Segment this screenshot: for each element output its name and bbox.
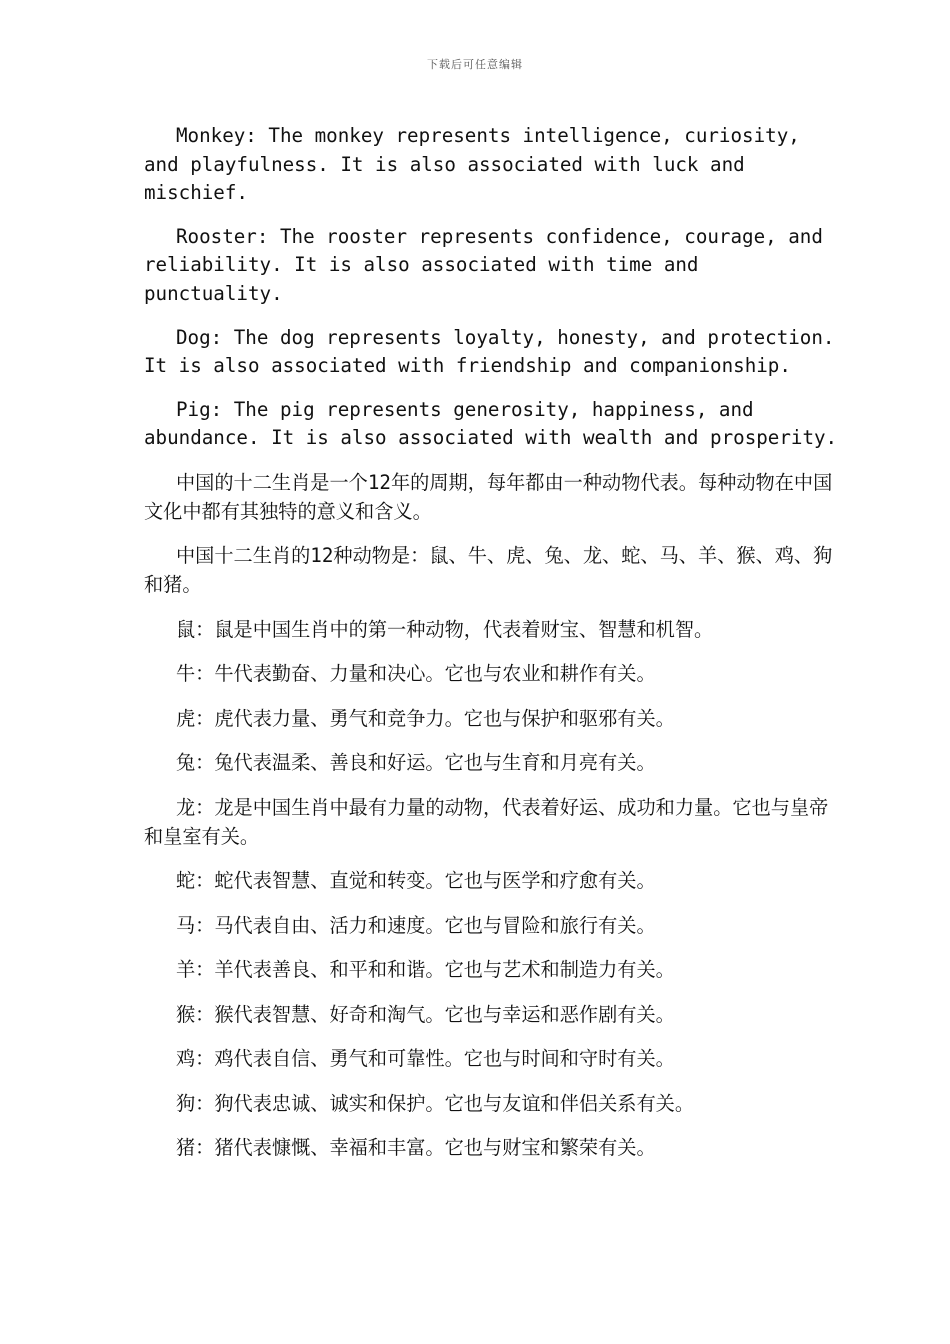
document-body [144, 122, 844, 1178]
paragraph-rooster: Rooster: The rooster represents confidence, courage, and reliability. It is also associated with time and punctuality. [144, 224, 823, 305]
paragraph-rooster-zh: 鸡：鸡代表自信、勇气和可靠性。它也与时间和守时有关。 [176, 1047, 675, 1071]
paragraph-dog-zh: 狗：狗代表忠诚、诚实和保护。它也与友谊和伴侣关系有关。 [176, 1091, 695, 1115]
paragraph-rat-zh: 鼠：鼠是中国生肖中的第一种动物，代表着财宝、智慧和机智。 [176, 617, 714, 641]
paragraph-tiger-zh: 虎：虎代表力量、勇气和竞争力。它也与保护和驱邪有关。 [176, 706, 675, 730]
paragraph-pig: Pig: The pig represents generosity, happiness, and abundance. It is also associated with wealth and prosperity. [144, 397, 838, 450]
paragraph-pig-zh: 猪：猪代表慷慨、幸福和丰富。它也与财宝和繁荣有关。 [176, 1136, 656, 1160]
paragraph-dragon-zh: 龙：龙是中国生肖中最有力量的动物，代表着好运、成功和力量。它也与皇帝和皇室有关。 [144, 795, 829, 848]
paragraph-zodiac-intro: 中国的十二生肖是一个12年的周期，每年都由一种动物代表。每种动物在中国文化中都有其独特的意义和含义。 [144, 470, 833, 523]
paragraph-monkey-zh: 猴：猴代表智慧、好奇和淘气。它也与幸运和恶作剧有关。 [176, 1002, 675, 1026]
paragraph-snake-zh: 蛇：蛇代表智慧、直觉和转变。它也与医学和疗愈有关。 [176, 869, 656, 893]
paragraph-dog: Dog: The dog represents loyalty, honesty, and protection. It is also associated with friendship and companionship. [144, 325, 835, 378]
paragraph-monkey: Monkey: The monkey represents intelligence, curiosity, and playfulness. It is also associated with luck and mischief. [144, 124, 800, 205]
paragraph-ox-zh: 牛：牛代表勤奋、力量和决心。它也与农业和耕作有关。 [176, 662, 656, 686]
paragraph-horse-zh: 马：马代表自由、活力和速度。它也与冒险和旅行有关。 [176, 913, 656, 937]
paragraph-rabbit-zh: 兔：兔代表温柔、善良和好运。它也与生育和月亮有关。 [176, 751, 656, 775]
paragraph-goat-zh: 羊：羊代表善良、和平和和谐。它也与艺术和制造力有关。 [176, 958, 675, 982]
page-header: 下载后可任意编辑 [427, 58, 523, 71]
paragraph-zodiac-list: 中国十二生肖的12种动物是：鼠、牛、虎、兔、龙、蛇、马、羊、猴、鸡、狗和猪。 [144, 544, 833, 597]
